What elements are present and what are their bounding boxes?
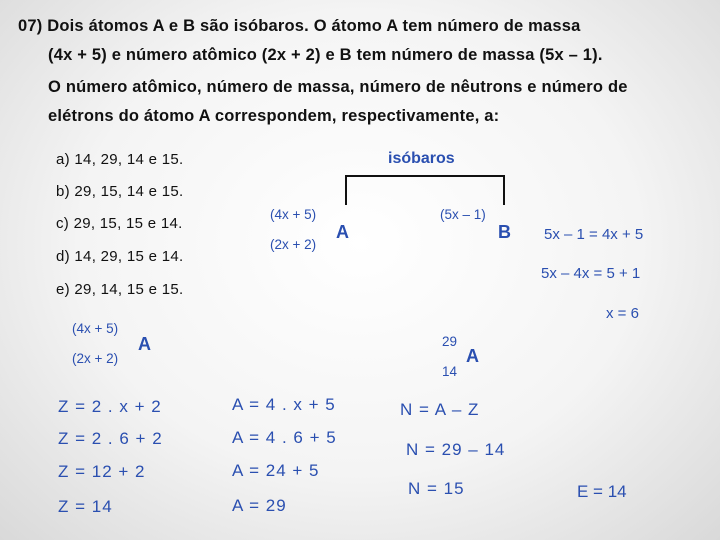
e-result: E = 14: [577, 482, 627, 501]
question-line-2: (4x + 5) e número atômico (2x + 2) e B tem número de massa (5x – 1).: [48, 46, 603, 64]
question-line-4: elétrons do átomo A correspondem, respectivamente, a:: [48, 107, 500, 125]
diagram-a-symbol: A: [336, 222, 349, 242]
atom-a-result-mass: 29: [442, 334, 458, 349]
option-a: a) 14, 29, 14 e 15.: [56, 151, 184, 168]
atom-a-result-number: 14: [442, 364, 458, 379]
option-c: c) 29, 15, 15 e 14.: [56, 215, 183, 232]
atom-a-mass: (4x + 5): [72, 321, 119, 336]
n-calc-1: N = A – Z: [400, 400, 480, 419]
option-e: e) 29, 14, 15 e 15.: [56, 281, 184, 298]
z-calc-3: Z = 12 + 2: [58, 462, 146, 481]
atom-a-number: (2x + 2): [72, 351, 119, 366]
n-calc-2: N = 29 – 14: [406, 440, 506, 459]
question-line-3: O número atômico, número de massa, número de nêutrons e número de: [48, 78, 628, 96]
equation-line-3: x = 6: [606, 305, 639, 322]
z-calc-4: Z = 14: [58, 497, 113, 516]
n-calc-3: N = 15: [408, 479, 465, 498]
question-line-1: 07) Dois átomos A e B são isóbaros. O átomo A tem número de massa: [18, 17, 581, 35]
diagram-a-mass: (4x + 5): [270, 207, 317, 222]
equation-line-1: 5x – 1 = 4x + 5: [544, 226, 644, 243]
z-calc-2: Z = 2 . 6 + 2: [58, 429, 163, 448]
a-calc-3: A = 24 + 5: [232, 461, 320, 480]
diagram-a-number: (2x + 2): [270, 237, 317, 252]
a-calc-4: A = 29: [232, 496, 287, 515]
diagram-b-symbol: B: [498, 222, 511, 242]
atom-a-symbol: A: [138, 334, 151, 354]
option-b: b) 29, 15, 14 e 15.: [56, 183, 184, 200]
a-calc-2: A = 4 . 6 + 5: [232, 428, 337, 447]
z-calc-1: Z = 2 . x + 2: [58, 397, 162, 416]
diagram-b-mass: (5x – 1): [440, 207, 486, 222]
a-calc-1: A = 4 . x + 5: [232, 395, 336, 414]
atom-a-result-symbol: A: [466, 346, 479, 366]
isobar-label: isóbaros: [388, 150, 455, 167]
equation-line-2: 5x – 4x = 5 + 1: [541, 265, 641, 282]
option-d: d) 14, 29, 15 e 14.: [56, 248, 184, 265]
